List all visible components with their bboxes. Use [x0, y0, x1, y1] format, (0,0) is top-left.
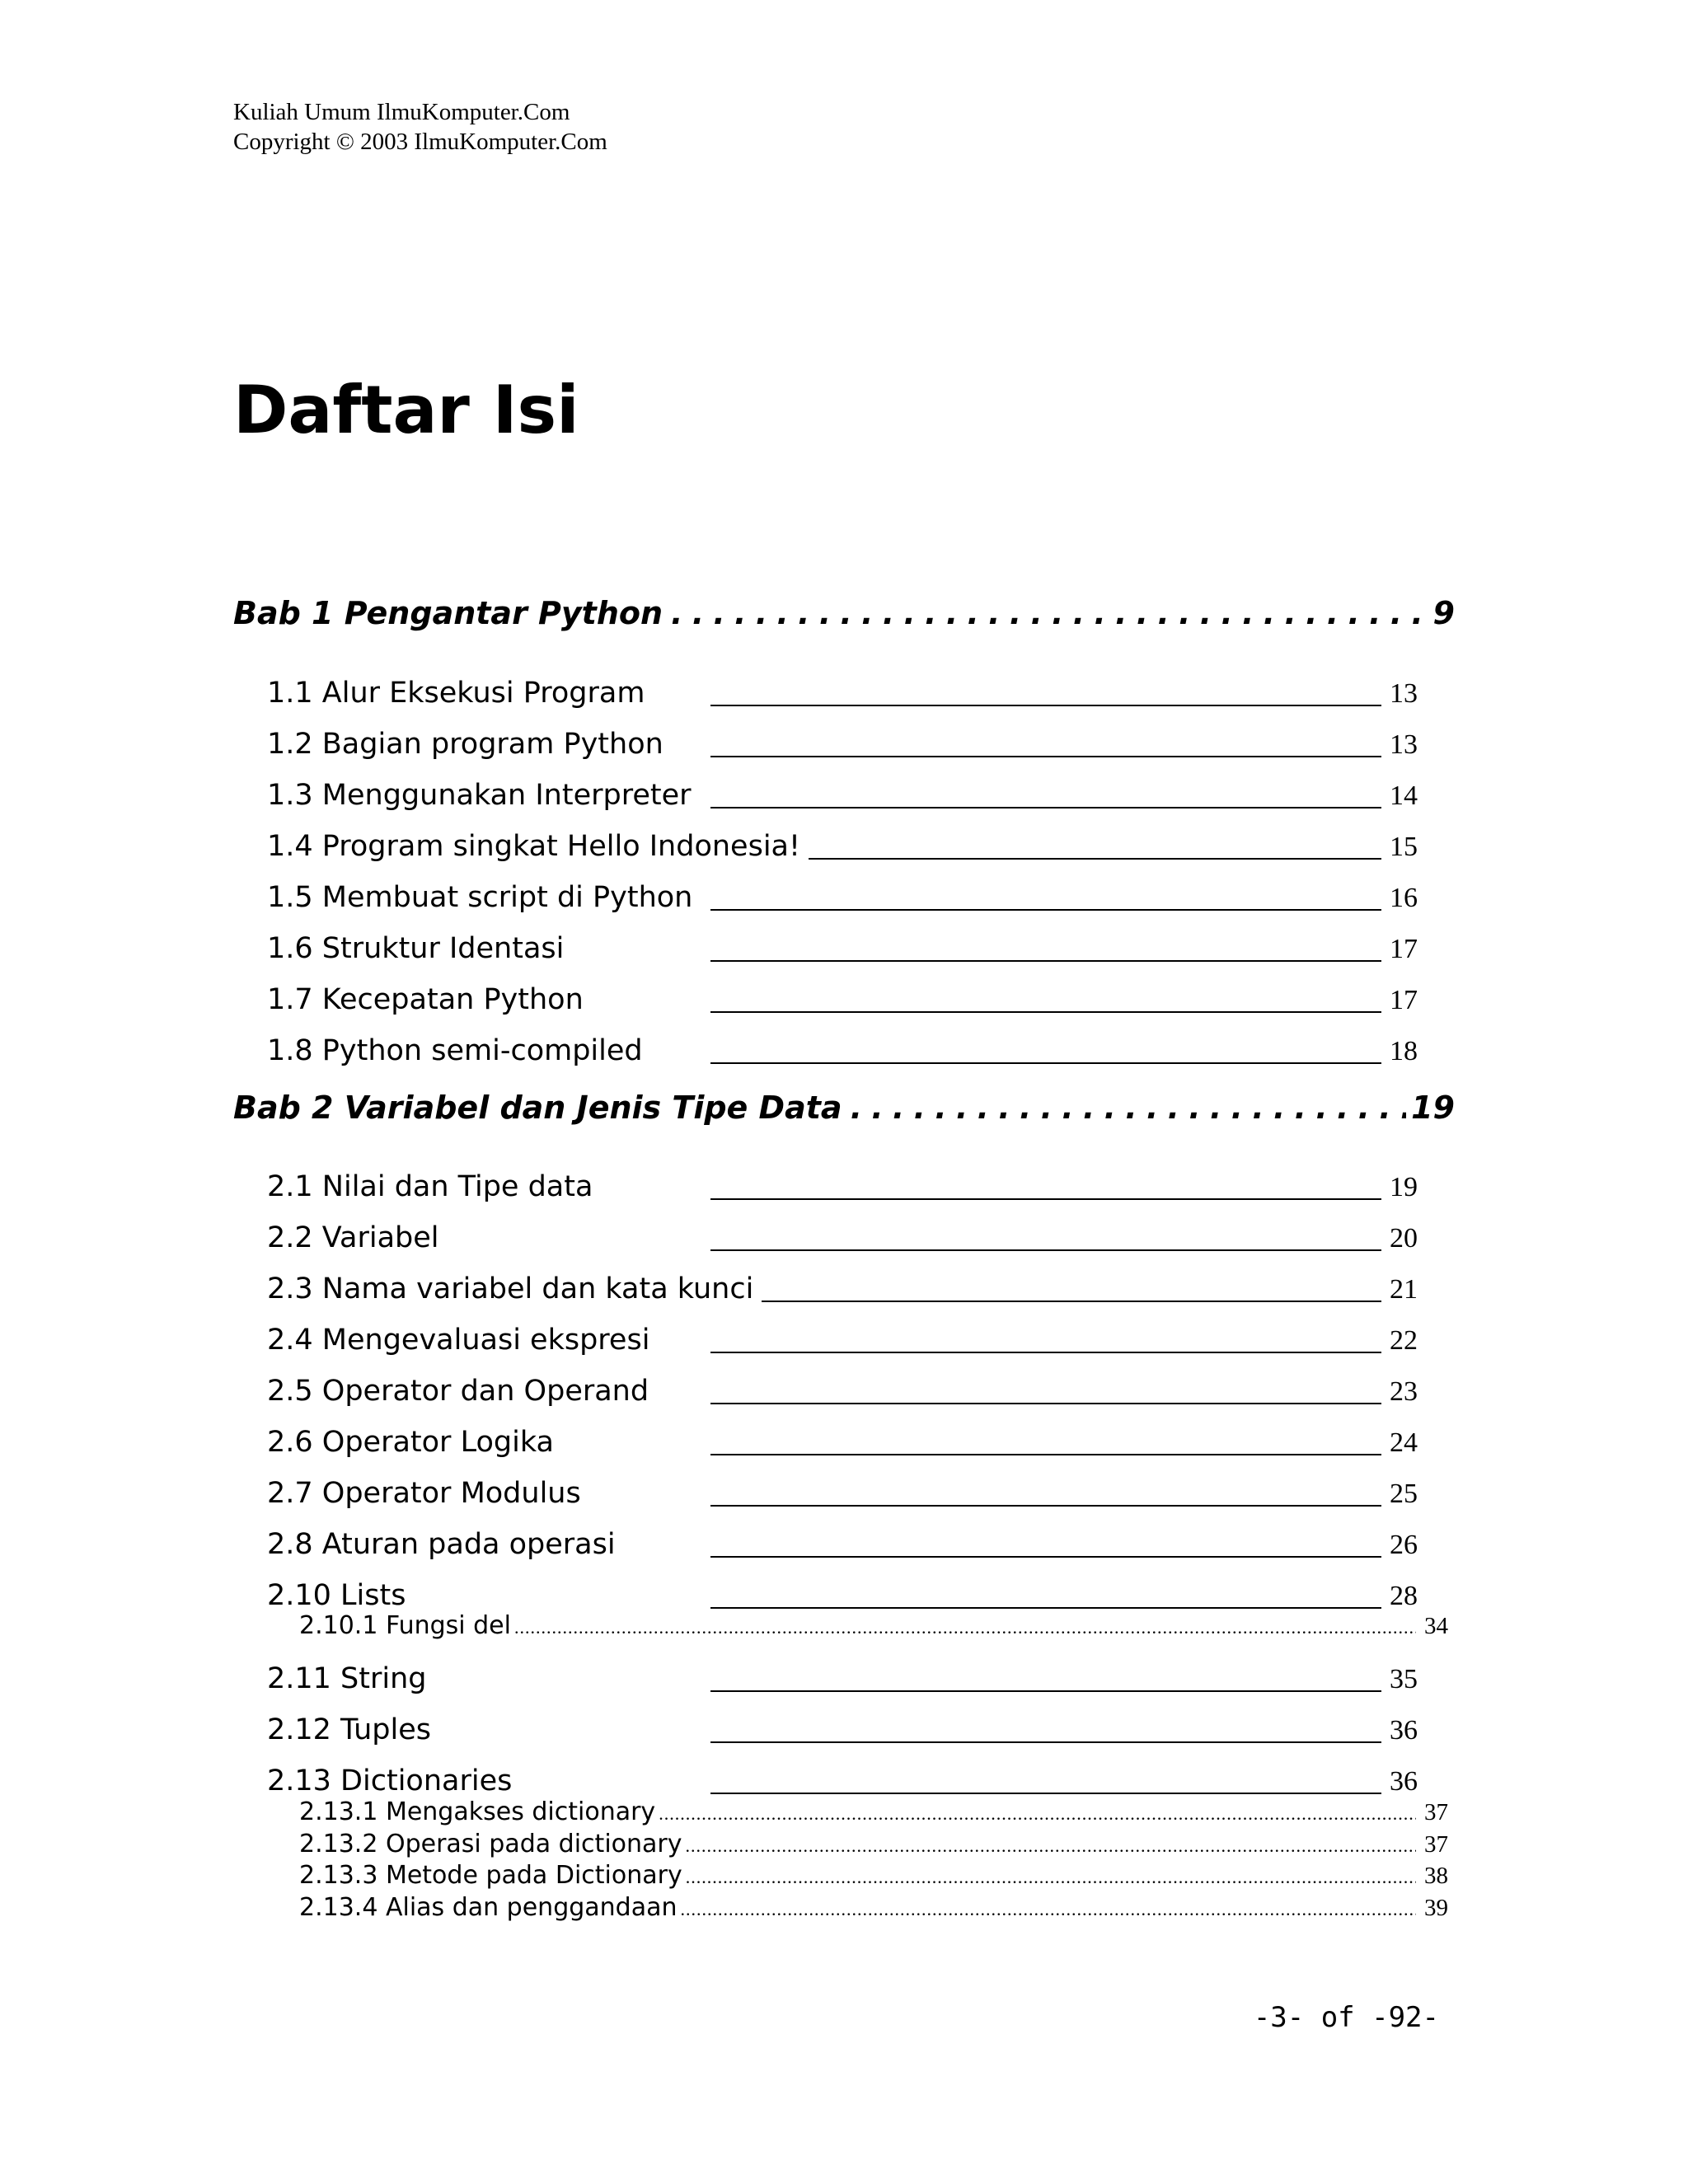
section-page-number: 15 [1390, 832, 1418, 862]
leader-line [710, 1249, 1381, 1251]
toc-section-2-4[interactable] [267, 1320, 1421, 1360]
section-page-number: 18 [1390, 1036, 1418, 1066]
subsection-page-number: 39 [1424, 1895, 1448, 1921]
subsection-page-number: 37 [1424, 1799, 1448, 1825]
section-title: 1.7 Kecepatan Python [267, 983, 584, 1016]
section-title: 2.11 String [267, 1662, 427, 1695]
section-title: 2.7 Operator Modulus [267, 1477, 581, 1510]
subsection-title: 2.13.4 Alias dan penggandaan [299, 1893, 678, 1922]
section-title: 1.3 Menggunakan Interpreter [267, 779, 692, 812]
leader-line [710, 1505, 1381, 1507]
section-page-number: 14 [1390, 780, 1418, 811]
section-title: 2.2 Variabel [267, 1221, 439, 1254]
section-title: 1.8 Python semi-compiled [267, 1034, 643, 1067]
section-title: 2.8 Aturan pada operasi [267, 1528, 616, 1561]
section-title: 2.4 Mengevaluasi ekspresi [267, 1324, 650, 1357]
subsection-title: 2.13.1 Mengakses dictionary [299, 1797, 656, 1826]
chapter-title: Bab 1 Pengantar Python [233, 595, 663, 631]
section-page-number: 16 [1390, 883, 1418, 913]
subsection-title: 2.13.2 Operasi pada dictionary [299, 1830, 682, 1858]
toc-subsection-2-13-2[interactable] [299, 1829, 1448, 1860]
section-page-number: 24 [1390, 1427, 1418, 1458]
leader-line [710, 1062, 1381, 1064]
section-page-number: 23 [1390, 1376, 1418, 1407]
section-page-number: 25 [1390, 1479, 1418, 1509]
subsection-title: 2.10.1 Fungsi del [299, 1611, 511, 1640]
leader-line [710, 1690, 1381, 1692]
section-title: 2.6 Operator Logika [267, 1426, 554, 1459]
leader-line [710, 1198, 1381, 1200]
toc-section-1-4[interactable] [267, 827, 1421, 866]
section-page-number: 28 [1390, 1581, 1418, 1611]
toc-subsection-2-13-1[interactable] [299, 1797, 1448, 1828]
section-page-number: 36 [1390, 1766, 1418, 1797]
section-page-number: 21 [1390, 1274, 1418, 1305]
toc-subsection-2-13-3[interactable] [299, 1860, 1448, 1891]
section-page-number: 19 [1390, 1172, 1418, 1202]
leader-line [710, 960, 1381, 962]
toc-section-1-5[interactable] [267, 878, 1421, 917]
toc-section-2-12[interactable] [267, 1710, 1421, 1750]
section-title: 1.4 Program singkat Hello Indonesia! [267, 830, 801, 863]
chapter-page-number: 9 [1432, 595, 1455, 631]
toc-section-2-3[interactable] [267, 1269, 1421, 1309]
section-title: 2.1 Nilai dan Tipe data [267, 1170, 593, 1203]
leader-line [710, 705, 1381, 706]
leader-line [710, 1556, 1381, 1558]
subsection-page-number: 37 [1424, 1831, 1448, 1858]
header-copyright-line: Copyright © 2003 IlmuKomputer.Com [233, 129, 607, 155]
dot-leader [514, 1612, 1416, 1643]
toc-section-1-8[interactable] [267, 1031, 1421, 1071]
page-title: Daftar Isi [233, 372, 579, 448]
toc-chapter-2[interactable] [233, 1083, 1455, 1132]
leader-line [710, 1607, 1381, 1609]
section-title: 1.6 Struktur Identasi [267, 932, 565, 965]
dot-leader [686, 1862, 1416, 1893]
leader-line [710, 807, 1381, 808]
leader-line [762, 1301, 1381, 1302]
section-page-number: 17 [1390, 985, 1418, 1015]
section-page-number: 36 [1390, 1715, 1418, 1746]
toc-section-1-1[interactable] [267, 673, 1421, 713]
dot-leader [686, 1830, 1417, 1862]
section-title: 2.13 Dictionaries [267, 1765, 513, 1797]
toc-subsection-2-13-4[interactable] [299, 1892, 1448, 1924]
toc-section-1-7[interactable] [267, 980, 1421, 1019]
section-title: 2.10 Lists [267, 1579, 406, 1612]
section-title: 2.12 Tuples [267, 1713, 432, 1746]
toc-section-2-2[interactable] [267, 1218, 1421, 1258]
toc-section-2-6[interactable] [267, 1422, 1421, 1462]
toc-section-1-6[interactable] [267, 929, 1421, 968]
toc-section-2-13[interactable] [267, 1761, 1421, 1801]
section-title: 1.5 Membuat script di Python [267, 881, 693, 914]
section-page-number: 22 [1390, 1325, 1418, 1356]
leader-line [809, 858, 1381, 860]
toc-subsection-2-10-1[interactable] [299, 1610, 1448, 1642]
section-page-number: 26 [1390, 1530, 1418, 1560]
chapter-title: Bab 2 Variabel dan Jenis Tipe Data [233, 1090, 842, 1126]
section-title: 2.3 Nama variabel dan kata kunci [267, 1272, 754, 1305]
section-title: 1.2 Bagian program Python [267, 728, 663, 761]
section-page-number: 35 [1390, 1664, 1418, 1694]
section-page-number: 20 [1390, 1223, 1418, 1254]
dot-leader [851, 1083, 1407, 1132]
toc-section-2-1[interactable] [267, 1167, 1421, 1207]
leader-line [710, 1454, 1381, 1455]
section-page-number: 13 [1390, 678, 1418, 709]
leader-line [710, 1403, 1381, 1404]
toc-chapter-1[interactable] [233, 588, 1455, 638]
section-title: 1.1 Alur Eksekusi Program [267, 677, 645, 710]
leader-line [710, 1741, 1381, 1743]
toc-section-2-10[interactable] [267, 1576, 1421, 1615]
section-title: 2.5 Operator dan Operand [267, 1375, 649, 1408]
leader-line [710, 909, 1381, 911]
leader-line [710, 1011, 1381, 1013]
subsection-page-number: 38 [1424, 1863, 1448, 1889]
leader-line [710, 1352, 1381, 1353]
toc-section-2-8[interactable] [267, 1525, 1421, 1564]
toc-section-2-11[interactable] [267, 1659, 1421, 1699]
dot-leader [681, 1894, 1417, 1925]
toc-section-2-5[interactable] [267, 1371, 1421, 1411]
subsection-page-number: 34 [1424, 1613, 1448, 1639]
page-number-footer: -3- of -92- [1253, 2001, 1439, 2034]
toc-section-2-7[interactable] [267, 1474, 1421, 1513]
toc-section-1-3[interactable] [267, 776, 1421, 815]
header-course-line: Kuliah Umum IlmuKomputer.Com [233, 99, 570, 125]
section-page-number: 17 [1390, 934, 1418, 964]
leader-line [710, 1793, 1381, 1794]
dot-leader [671, 588, 1428, 638]
section-page-number: 13 [1390, 729, 1418, 760]
subsection-title: 2.13.3 Metode pada Dictionary [299, 1861, 682, 1890]
chapter-page-number: 19 [1411, 1090, 1455, 1126]
toc-section-1-2[interactable] [267, 724, 1421, 764]
dot-leader [659, 1798, 1416, 1830]
leader-line [710, 756, 1381, 757]
